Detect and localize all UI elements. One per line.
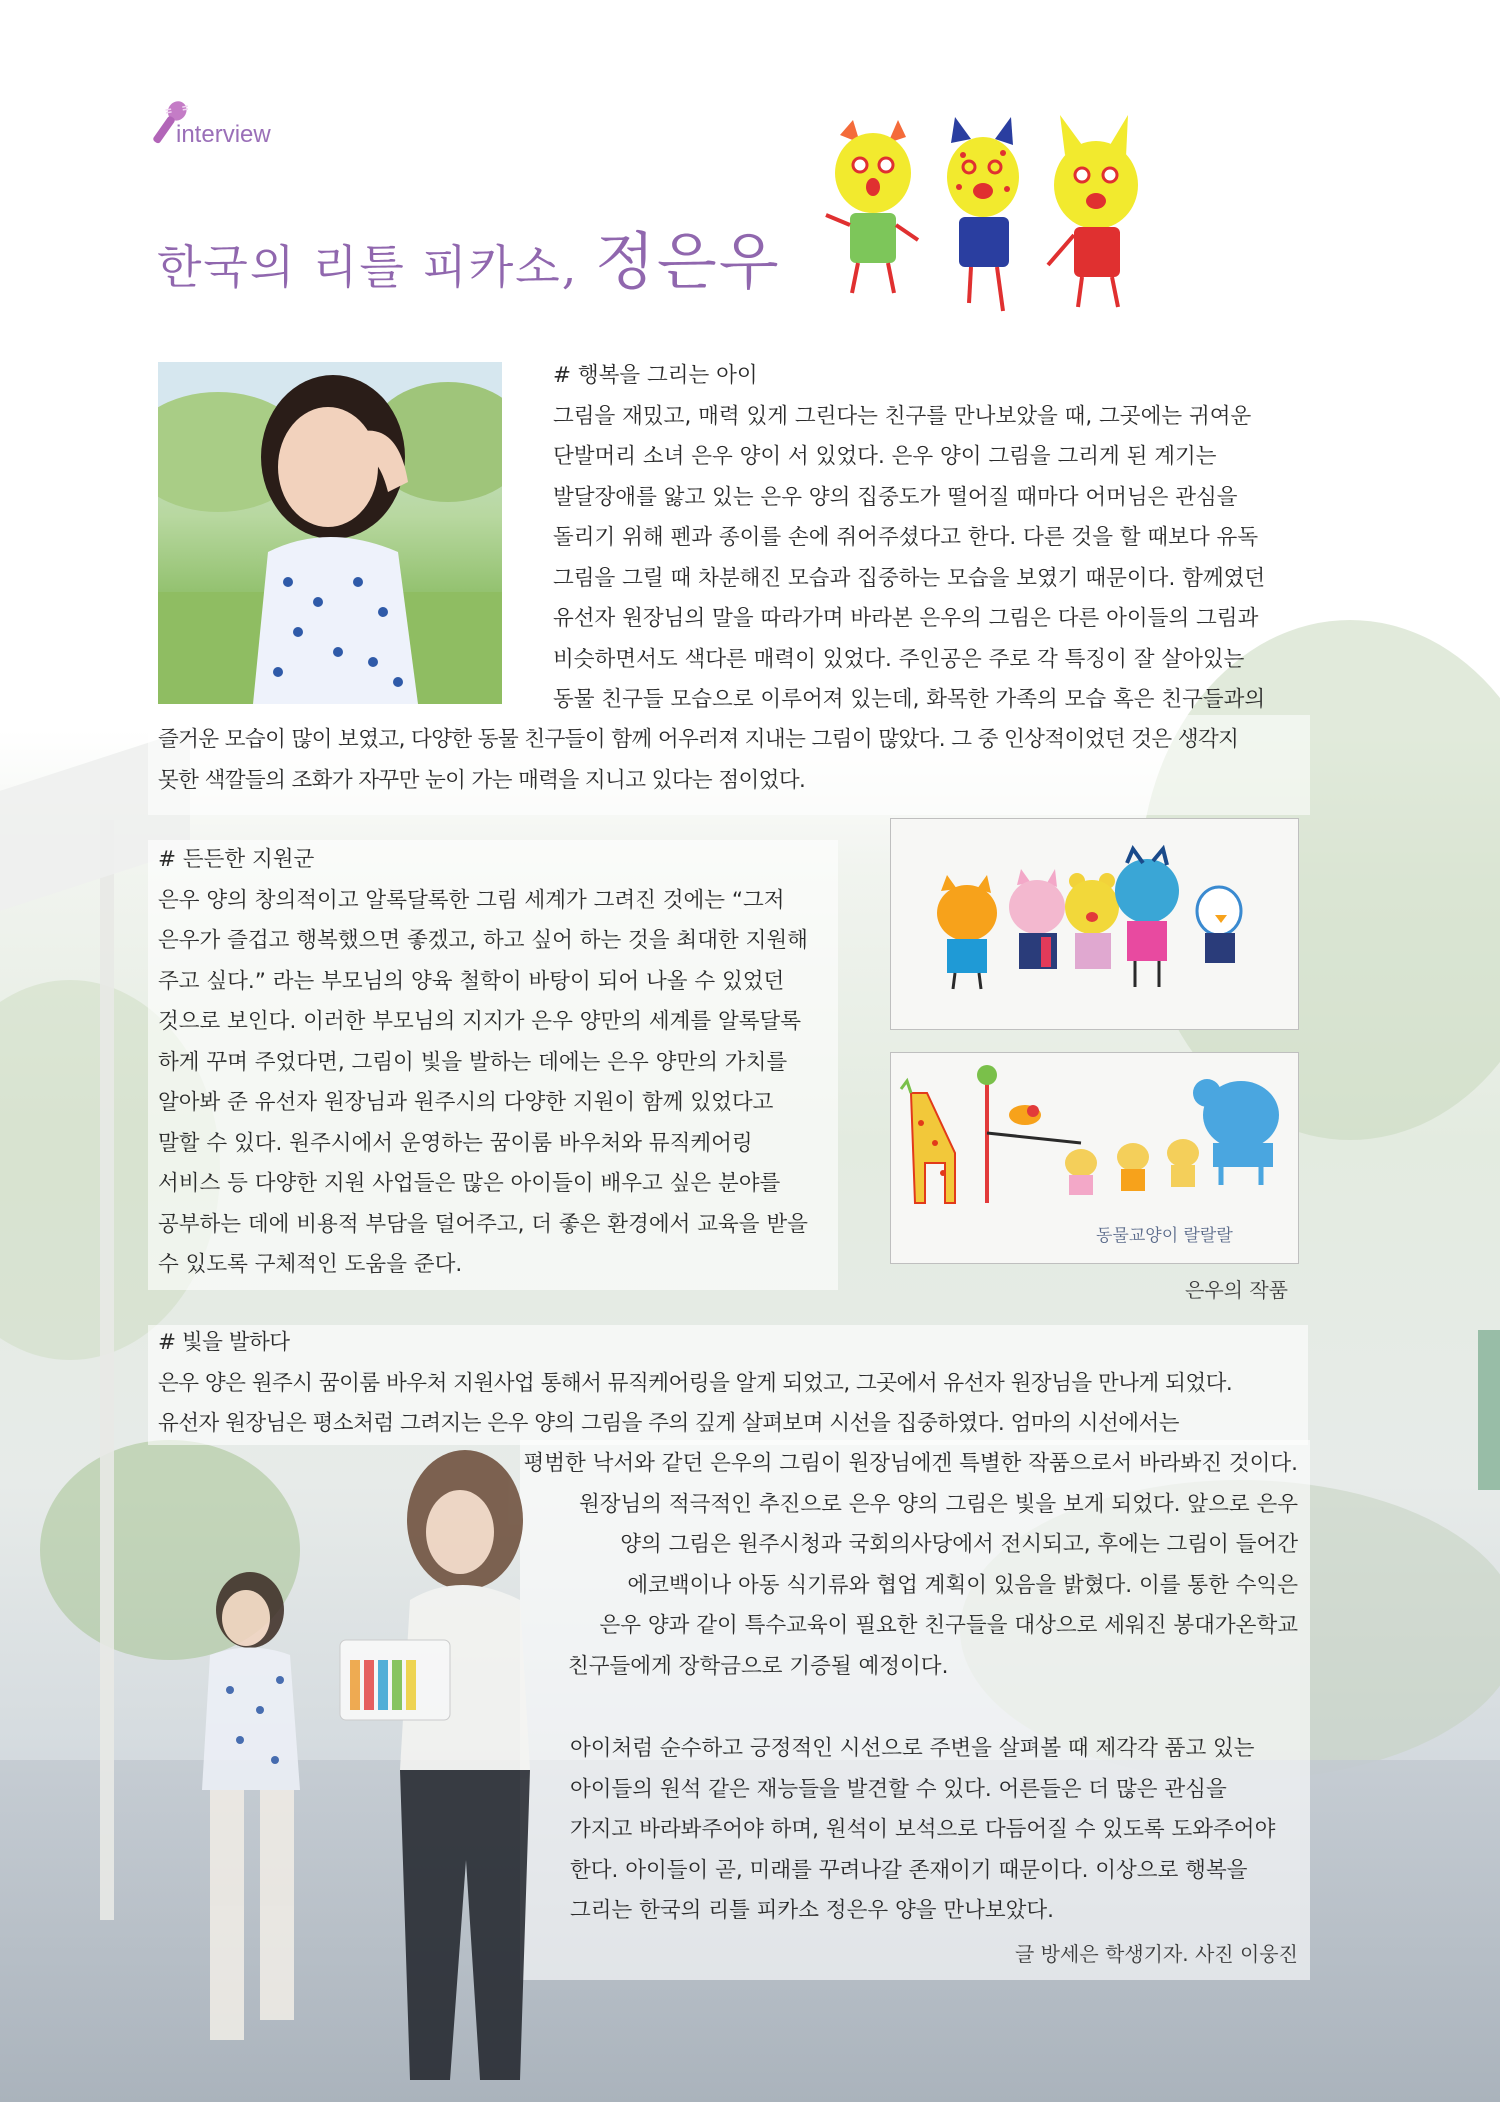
section-heading: # 빛을 발하다	[158, 1330, 290, 1355]
paragraph-line: 에코백이나 아동 식기류와 협업 계획이 있음을 밝혔다. 이를 통한 수익은	[627, 1572, 1298, 1598]
paragraph-line: 가지고 바라봐주어야 하며, 원석이 보석으로 다듬어질 수 있도록 도와주어야	[570, 1817, 1276, 1842]
paragraph-line: 양의 그림은 원주시청과 국회의사당에서 전시되고, 후에는 그림이 들어간	[620, 1532, 1298, 1557]
paragraph-line: 그림을 재밌고, 매력 있게 그린다는 친구를 만나보았을 때, 그곳에는 귀여운	[553, 403, 1252, 429]
mother-daughter-photo	[110, 1440, 570, 2100]
drawing-orange-cat	[937, 875, 997, 989]
artwork-animal-friends-drawing	[891, 819, 1298, 1029]
paragraph-line: 은우 양은 원주시 꿈이룸 바우처 지원사업 통해서 뮤직케어링을 알게 되었고, 그곳에서 유선자 원장님을 만나게 되었다.	[158, 1370, 1233, 1396]
paragraph-line: 공부하는 데에 비용적 부담을 덜어주고, 더 좋은 환경에서 교육을 받을	[158, 1211, 808, 1237]
section2-column	[158, 840, 838, 1286]
drawing-tree	[977, 1065, 1081, 1203]
paragraph-line: 아이처럼 순수하고 긍정적인 시선으로 주변을 살펴볼 때 제각각 품고 있는	[570, 1736, 1255, 1761]
section-heading: # 행복을 그리는 아이	[553, 363, 758, 388]
artwork-giraffe-scene	[890, 1052, 1299, 1264]
paragraph-line: 수 있도록 구체적인 도움을 준다.	[158, 1252, 463, 1277]
drawing-blue-monster	[1115, 849, 1179, 987]
drawing-blue-mouse	[1193, 1079, 1279, 1185]
drawing-inscription: 동물교양이 랄랄랄	[1096, 1226, 1233, 1246]
paragraph-line: 단발머리 소녀 은우 양이 서 있었다. 은우 양이 그림을 그리게 된 계기는	[553, 444, 1217, 469]
artwork-giraffe-scene-drawing	[891, 1053, 1298, 1263]
paragraph-line: 말할 수 있다. 원주시에서 운영하는 꿈이룸 바우처와 뮤직케어링	[158, 1130, 753, 1156]
paragraph-line: 유선자 원장님의 말을 따라가며 바라본 은우의 그림은 다른 아이들의 그림과	[553, 606, 1259, 631]
girl-portrait-illustration	[158, 362, 502, 704]
title-name: 정은우	[594, 225, 781, 298]
header-drawings-illustration	[818, 115, 1158, 320]
doodle-yellow-bunny	[1048, 115, 1138, 307]
page-title	[157, 212, 781, 301]
paragraph-line: 못한 색깔들의 조화가 자꾸만 눈이 가는 매력을 지니고 있다는 점이었다.	[158, 767, 806, 793]
section3-right-column	[500, 1444, 1298, 1687]
girl-portrait-photo	[158, 362, 502, 704]
paragraph-line: 원장님의 적극적인 추진으로 은우 양의 그림은 빛을 보게 되었다. 앞으로 은우	[578, 1491, 1298, 1517]
crayon-box	[350, 1660, 416, 1710]
section3-full-width	[158, 1323, 1303, 1445]
paragraph-line: 은우 양과 같이 특수교육이 필요한 친구들을 대상으로 세워진 봉대가온학교	[599, 1613, 1298, 1638]
paragraph-line: 비슷하면서도 색다른 매력이 있었다. 주인공은 주로 각 특징이 잘 살아있는	[553, 646, 1245, 672]
drawing-pink-bunny	[1009, 869, 1065, 969]
paragraph-line: 알아봐 준 유선자 원장님과 원주시의 다양한 지원이 함께 있었다고	[158, 1090, 774, 1115]
doodle-yellow-cat	[826, 120, 918, 293]
paragraph-line: 친구들에게 장학금으로 기증될 예정이다.	[568, 1653, 949, 1679]
paragraph-line: 평범한 낙서와 같던 은우의 그림이 원장님에겐 특별한 작품으로서 바라봐진 것이다.	[523, 1451, 1298, 1476]
paragraph-line: 유선자 원장님은 평소처럼 그려지는 은우 양의 그림을 주의 깊게 살펴보며 시선을 집중하였다. 엄마의 시선에서는	[158, 1411, 1180, 1436]
paragraph-line: 그림을 그릴 때 차분해진 모습과 집중하는 모습을 보였기 때문이다. 함께였던	[553, 565, 1266, 591]
closing-paragraph	[570, 1729, 1298, 1932]
section-heading: # 든든한 지원군	[158, 847, 315, 872]
drawing-three-cats	[1065, 1139, 1199, 1195]
byline: 글 방세은 학생기자. 사진 이웅진	[1015, 1942, 1298, 1966]
section1-column	[553, 356, 1298, 721]
paragraph-line: 아이들의 원석 같은 재능들을 발견할 수 있다. 어른들은 더 많은 관심을	[570, 1776, 1227, 1802]
drawing-penguin	[1197, 887, 1241, 963]
artwork-animal-friends	[890, 818, 1299, 1030]
paragraph-line: 동물 친구들 모습으로 이루어져 있는데, 화목한 가족의 모습 혹은 친구들과의	[553, 687, 1266, 712]
paragraph-line: 은우 양의 창의적이고 알록달록한 그림 세계가 그려진 것에는 “그저	[158, 887, 785, 913]
doodle-spotted-cat	[947, 117, 1019, 311]
paragraph-line: 즐거운 모습이 많이 보였고, 다양한 동물 친구들이 함께 어우러져 지내는 그림이 많았다. 그 중 인상적이었던 것은 생각지	[158, 727, 1239, 752]
title-main: 한국의 리틀 피카소,	[157, 240, 579, 294]
paragraph-line: 것으로 보인다. 이러한 부모님의 지지가 은우 양만의 세계를 알록달록	[158, 1009, 802, 1034]
paragraph-line: 한다. 아이들이 곧, 미래를 꾸려나갈 존재이기 때문이다. 이상으로 행복을	[570, 1857, 1248, 1883]
paragraph-line: 주고 싶다.” 라는 부모님의 양육 철학이 바탕이 되어 나올 수 있었던	[158, 968, 785, 994]
drawing-bird	[1009, 1105, 1041, 1125]
section-kicker: interview	[176, 121, 271, 148]
drawing-yellow-bear	[1065, 873, 1119, 969]
paragraph-line: 은우가 즐겁고 행복했으면 좋겠고, 하고 싶어 하는 것을 최대한 지원해	[158, 928, 808, 953]
artwork-caption: 은우의 작품	[1185, 1278, 1288, 1302]
paragraph-line: 하게 꾸며 주었다면, 그림이 빛을 발하는 데에는 은우 양만의 가치를	[158, 1049, 788, 1075]
section1-full-width	[158, 720, 1303, 801]
drawing-giraffe	[901, 1081, 955, 1203]
paragraph-line: 그리는 한국의 리틀 피카소 정은우 양을 만나보았다.	[570, 1898, 1054, 1923]
background-railing	[1478, 1330, 1500, 1490]
paragraph-line: 발달장애를 앓고 있는 은우 양의 집중도가 떨어질 때마다 어머님은 관심을	[553, 484, 1238, 510]
paragraph-line: 돌리기 위해 펜과 종이를 손에 쥐어주셨다고 한다. 다른 것을 할 때보다 유독	[553, 525, 1259, 550]
paragraph-line: 서비스 등 다양한 지원 사업들은 많은 아이들이 배우고 싶은 분야를	[158, 1171, 781, 1196]
